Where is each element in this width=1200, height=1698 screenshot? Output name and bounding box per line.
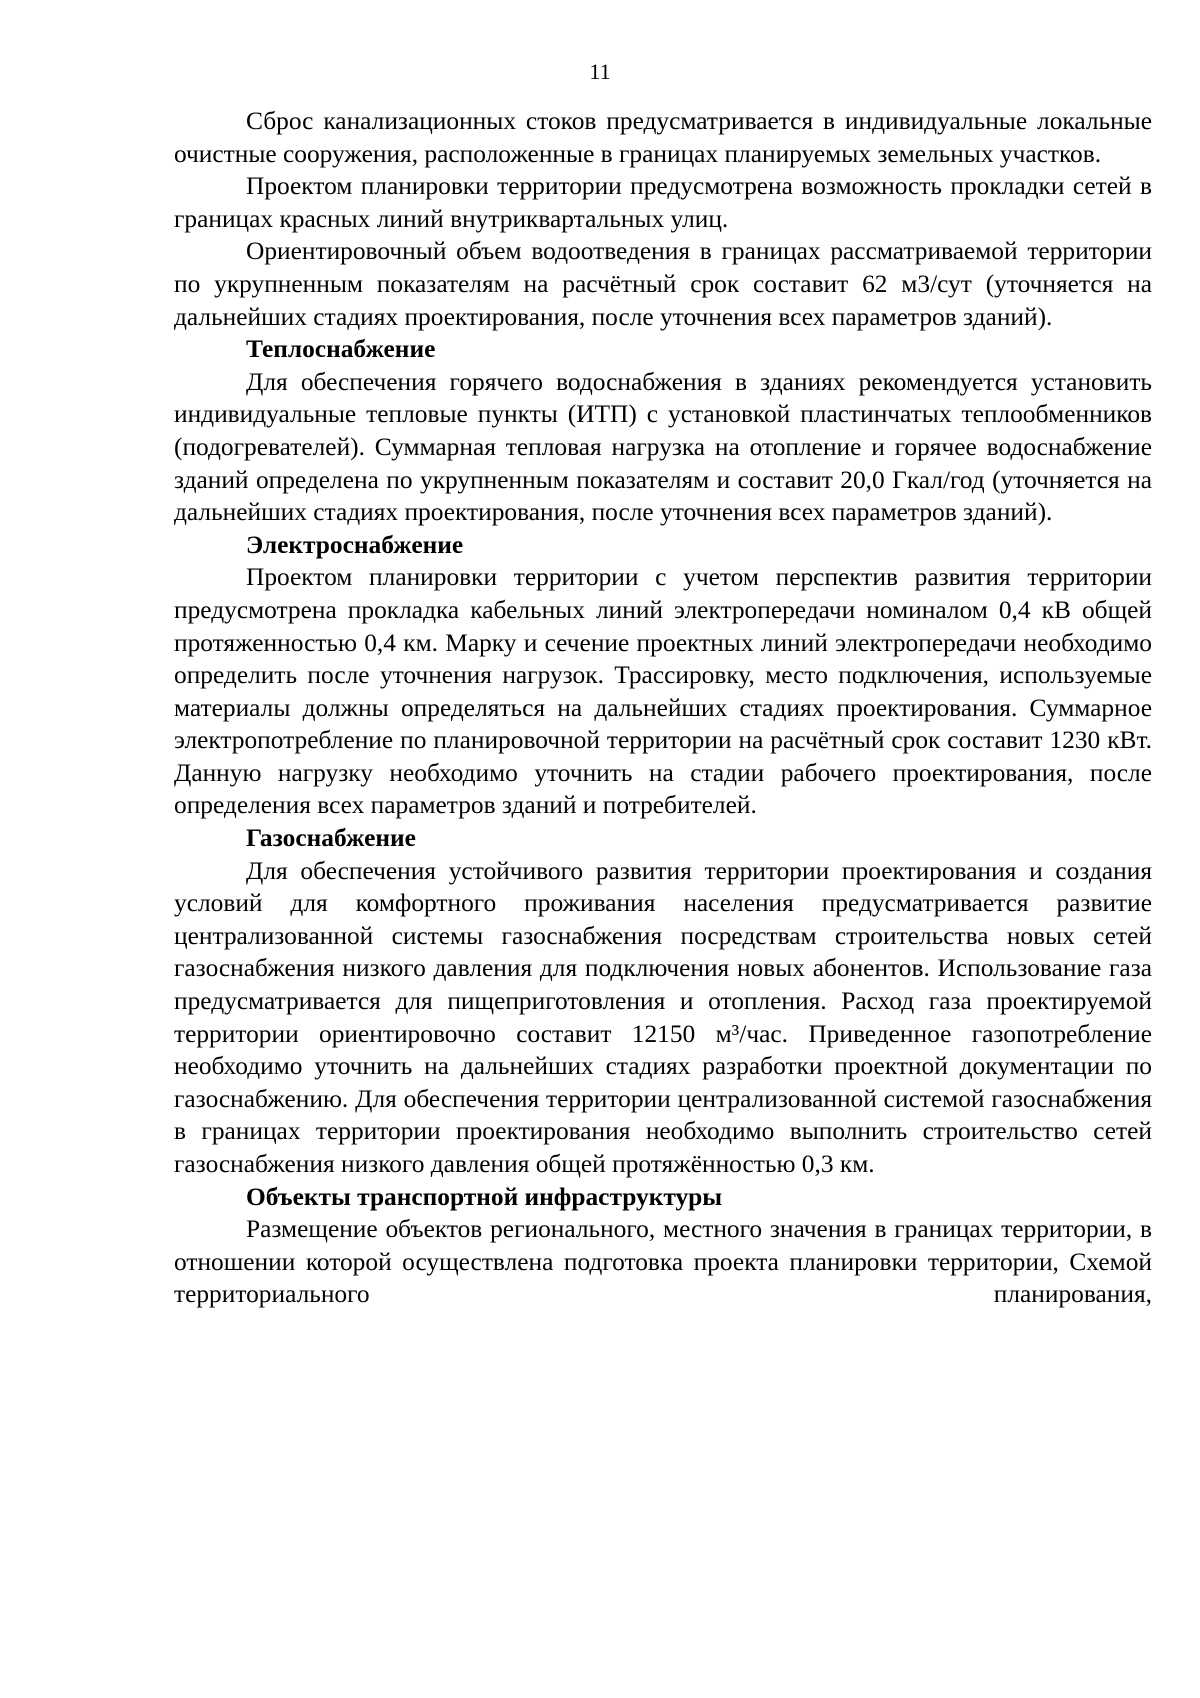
paragraph-transport-infrastructure: Размещение объектов регионального, местного значения в границах территории, в отношении которой осуществлена подготовка проекта планировки территории, Схемой территориального планирования,: [174, 1215, 1152, 1309]
paragraph-drainage-volume: Ориентировочный объем водоотведения в границах рассматриваемой территории по укрупненным показателям на расчётный срок составит 62 м3/сут (уточняется на дальнейших стадиях проектирования, после уточнения всех параметров зданий).: [174, 237, 1152, 331]
heading-heat-supply: Теплоснабжение: [246, 335, 436, 364]
heading-transport-infrastructure: Объекты транспортной инфраструктуры: [246, 1182, 723, 1211]
page-number: 11: [589, 59, 611, 84]
paragraph-heat-supply: Для обеспечения горячего водоснабжения в зданиях рекомендуется установить индивидуальные тепловые пункты (ИТП) с установкой пластинчатых теплообменников (подогревателей). Суммарная тепловая нагрузка на отопление и горячее водоснабжение зданий определена по укрупненным показателям и составит 20,0 Гкал/год (уточняется на дальнейших стадиях проектирования, после уточнения всех параметров зданий).: [174, 367, 1152, 527]
paragraph-sewage-discharge: Сброс канализационных стоков предусматривается в индивидуальные локальные очистные сооружения, расположенные в границах планируемых земельных участков.: [174, 107, 1152, 168]
heading-power-supply: Электроснабжение: [246, 530, 464, 559]
page-content: [174, 105, 1152, 1311]
paragraph-power-supply: Проектом планировки территории с учетом перспектив развития территории предусмотрена прокладка кабельных линий электропередачи номиналом 0,4 кВ общей протяженностью 0,4 км. Марку и сечение проектных линий электропередачи необходимо определить после уточнения нагрузок. Трассировку, место подключения, используемые материалы должны определяться на дальнейших стадиях проектирования. Суммарное электропотребление по планировочной территории на расчётный срок составит 1230 кВт. Данную нагрузку необходимо уточнить на стадии рабочего проектирования, после определения всех параметров зданий и потребителей.: [174, 563, 1152, 820]
paragraph-network-routing: Проектом планировки территории предусмотрена возможность прокладки сетей в границах красных линий внутриквартальных улиц.: [174, 172, 1152, 233]
paragraph-gas-supply: Для обеспечения устойчивого развития территории проектирования и создания условий для комфортного проживания населения предусматривается развитие централизованной системы газоснабжения посредствам строительства новых сетей газоснабжения низкого давления для подключения новых абонентов. Использование газа предусматривается для пищеприготовления и отопления. Расход газа проектируемой территории ориентировочно составит 12150 м³/час. Приведенное газопотребление необходимо уточнить на дальнейших стадиях разработки проектной документации по газоснабжению. Для обеспечения территории централизованной системой газоснабжения в границах территории проектирования необходимо выполнить строительство сетей газоснабжения низкого давления общей протяжённостью 0,3 км.: [174, 856, 1152, 1178]
heading-gas-supply: Газоснабжение: [246, 824, 416, 853]
